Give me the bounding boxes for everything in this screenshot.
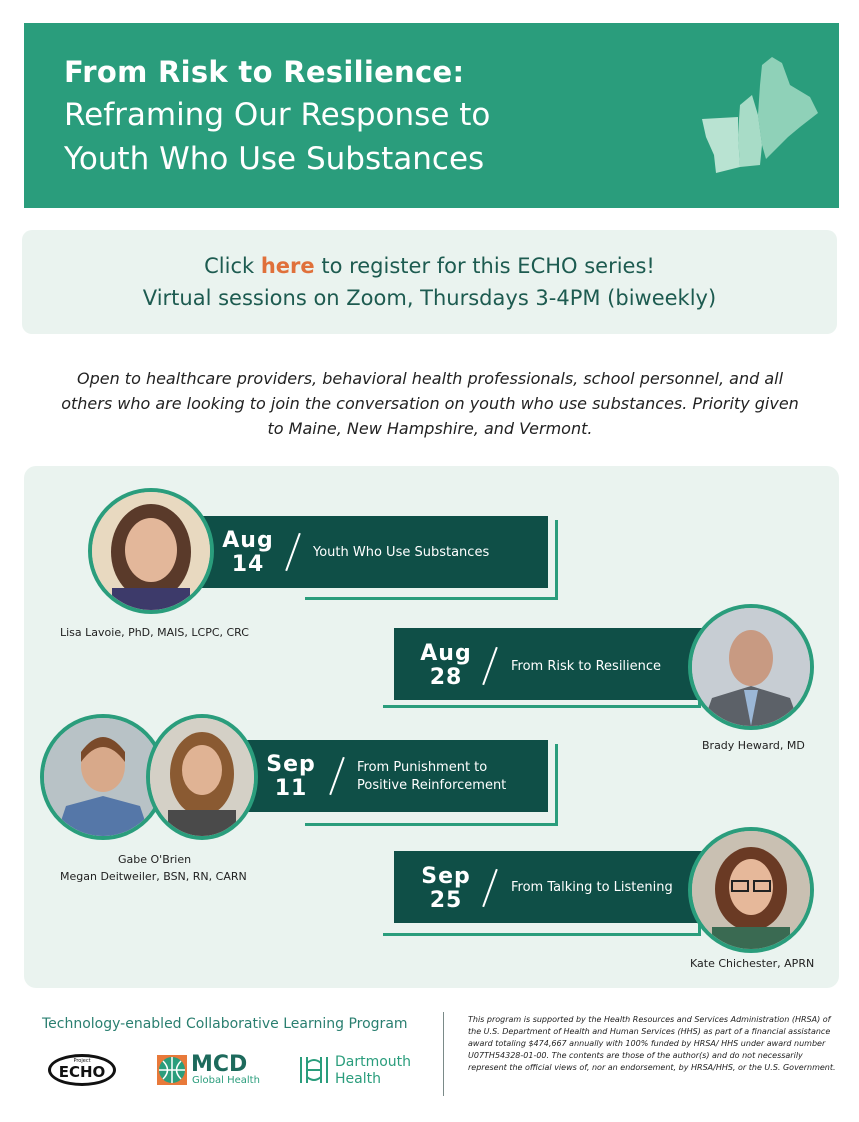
session-schedule: Virtual sessions on Zoom, Thursdays 3-4PM (biweekly) [142, 286, 717, 310]
presenter-caption-lisa: Lisa Lavoie, PhD, MAIS, LCPC, CRC [60, 626, 249, 639]
mcd-logo-subtext: Global Health [192, 1075, 260, 1086]
dartmouth-icon [297, 1055, 331, 1085]
presenter-caption-brady: Brady Heward, MD [702, 739, 805, 752]
echo-logo [48, 1054, 116, 1086]
register-text-after: to register for this ECHO series! [314, 254, 655, 278]
funding-disclaimer: This program is supported by the Health Resources and Services Administration (HRSA) of the U.S. Department of Health and Human Services (HHS) as part of a financial assistance award totaling $474,667 annually with 100% funded by HRSA/ HHS under award number U07TH54328-01-00. The contents are those of the author(s) and do not necessarily represent the official views of, nor an endorsement, by HRSA/HHS, or the U.S. Government. [468, 1015, 836, 1072]
session-1-topic: Youth Who Use Substances [313, 545, 490, 560]
presenter-photo-brady [688, 604, 814, 730]
mcd-globe-icon [157, 1055, 187, 1085]
presenter-caption-kate: Kate Chichester, APRN [690, 957, 815, 970]
presenter-photo-lisa [88, 488, 214, 614]
register-box [22, 230, 837, 334]
register-link[interactable]: here [260, 254, 315, 278]
session-1-date: Aug 14 [222, 528, 274, 577]
session-4-date: Sep 25 [421, 864, 471, 913]
dartmouth-logo-line1: Dartmouth [335, 1054, 412, 1070]
presenter-caption-megan: Megan Deitweiler, BSN, RN, CARN [60, 870, 247, 883]
session-2-date: Aug 28 [420, 641, 472, 690]
session-3-date: Sep 11 [266, 752, 316, 801]
echo-logo-small-text: Project [73, 1058, 91, 1064]
presenter-caption-gabe: Gabe O'Brien [118, 853, 192, 866]
register-text-before: Click [204, 254, 261, 278]
echo-logo-text: ECHO [58, 1063, 106, 1081]
session-3-topic: From Punishment to Positive Reinforcement [357, 760, 507, 793]
mcd-logo-text: MCD [191, 1052, 248, 1077]
footer-divider [443, 1012, 444, 1096]
presenter-photo-megan [146, 714, 258, 840]
title-line-1: From Risk to Resilience: [64, 55, 465, 89]
title-line-2: Reframing Our Response to [64, 97, 491, 133]
presenter-photo-kate [688, 827, 814, 953]
program-label: Technology-enabled Collaborative Learning Program [42, 1016, 408, 1032]
register-line [22, 254, 837, 278]
title-line-3: Youth Who Use Substances [64, 141, 485, 177]
dartmouth-logo-line2: Health [335, 1071, 381, 1087]
intro-paragraph: Open to healthcare providers, behavioral health professionals, school personnel, and all others who are looking to join the conversation on youth who use substances. Priority given to Maine, New Hampshire, and Vermont. [61, 369, 799, 438]
northern-new-england-map-icon [700, 55, 820, 180]
session-2-topic: From Risk to Resilience [511, 659, 662, 674]
session-4-topic: From Talking to Listening [511, 880, 673, 895]
